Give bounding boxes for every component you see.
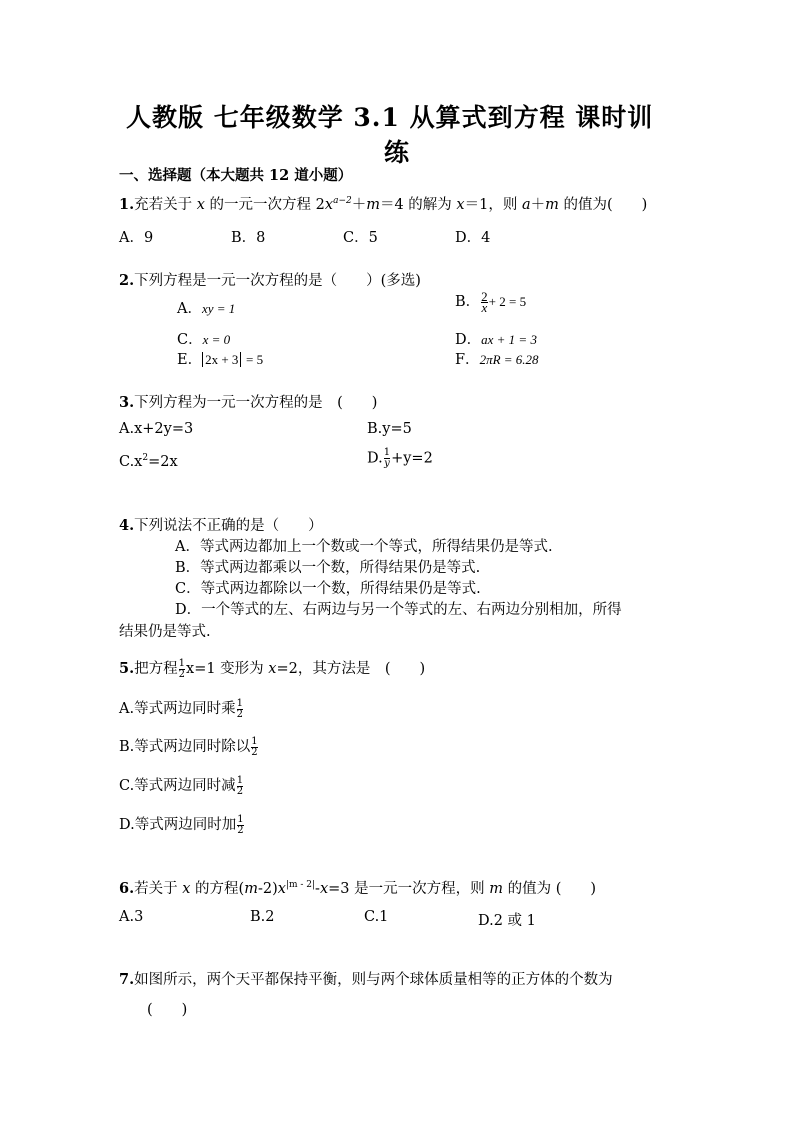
q4-option-c: C．等式两边都除以一个数，所得结果仍是等式. [175,581,481,597]
question-3-stem: 3.下列方程为一元一次方程的是 ( ) [119,394,378,411]
q3-option-d: D. $\frac{1}{y}$ +y=2 [367,447,433,469]
q4-option-d-line-1: D．一个等式的左、右两边与另一个等式的左、右两边分别相加，所得 [175,602,622,618]
question-number: 5. [119,660,135,677]
question-number: 7. [119,971,135,988]
title-line-1: 人教版 七年级数学 3.1 从算式到方程 课时训 [126,103,654,132]
question-number: 3. [119,394,135,411]
question-number: 1. [119,196,135,213]
q5-option-b: B.等式两边同时除以 $\frac{1}{2}$ [119,735,258,758]
q1-option-d: D．4 [455,230,491,246]
q2-option-a: A．xy = 1 [177,301,236,317]
q1-option-c: C．5 [343,230,378,246]
question-2-stem: 2.下列方程是一元一次方程的是（ ）(多选) [119,272,421,289]
title-line-2: 练 [384,138,411,167]
question-number: 6. [119,880,135,897]
q2-option-e: E． 2x + 3 = 5 [177,352,264,368]
q2-option-d: D．ax + 1 = 3 [455,332,537,348]
q2-option-c: C．x = 0 [177,332,231,348]
q2-option-b: B． $\frac{2}{x}$ + 2 = 5 [455,288,527,315]
q6-option-a: A.3 [119,909,144,925]
q3-option-b: B.y=5 [367,421,412,437]
q5-option-a: A.等式两边同时乘 $\frac{1}{2}$ [119,697,243,720]
q4-option-a: A．等式两边都加上一个数或一个等式，所得结果仍是等式. [175,539,553,555]
q6-option-b: B.2 [250,909,275,925]
q5-option-d: D.等式两边同时加 $\frac{1}{2}$ [119,813,244,836]
question-5-stem: 5.把方程 $\frac{1}{2}$ x=1 变形为 x=2，其方法是 ( ) [119,657,426,680]
q7-answer-paren: ( ) [147,1002,188,1018]
q6-option-c: C.1 [364,909,389,925]
question-6-stem: 6.若关于 x 的方程$(m-2)x^{|m - 2|}-x=3$ 是一元一次方程，则 m 的值为 ( ) [119,880,597,897]
question-4-stem: 4.下列说法不正确的是（ ） [119,517,323,534]
question-1-stem: 1.充若关于 x 的一元一次方程 $2x^{a-2}+m=4$ 的解为 x＝1，则 a＋m 的值为( ) [119,196,648,213]
q4-option-d-line-2: 结果仍是等式. [119,624,211,640]
question-7-stem: 7.如图所示，两个天平都保持平衡，则与两个球体质量相等的正方体的个数为 [119,971,613,988]
q4-option-b: B．等式两边都乘以一个数，所得结果仍是等式. [175,560,481,576]
q5-option-c: C.等式两边同时减 $\frac{1}{2}$ [119,774,244,797]
question-number: 2. [119,272,135,289]
q3-option-c: $C.x^2=2x$ [119,453,178,470]
q1-option-b: B．8 [231,230,266,246]
q1-option-a: A．9 [119,230,154,246]
section-heading: 一、选择题（本大题共 12 道小题） [119,167,353,184]
q3-option-a: A.x+2y=3 [119,421,194,437]
q2-option-f: F．2πR = 6.28 [455,352,539,368]
question-number: 4. [119,517,135,534]
q6-option-d: D.2 或 1 [478,913,536,929]
